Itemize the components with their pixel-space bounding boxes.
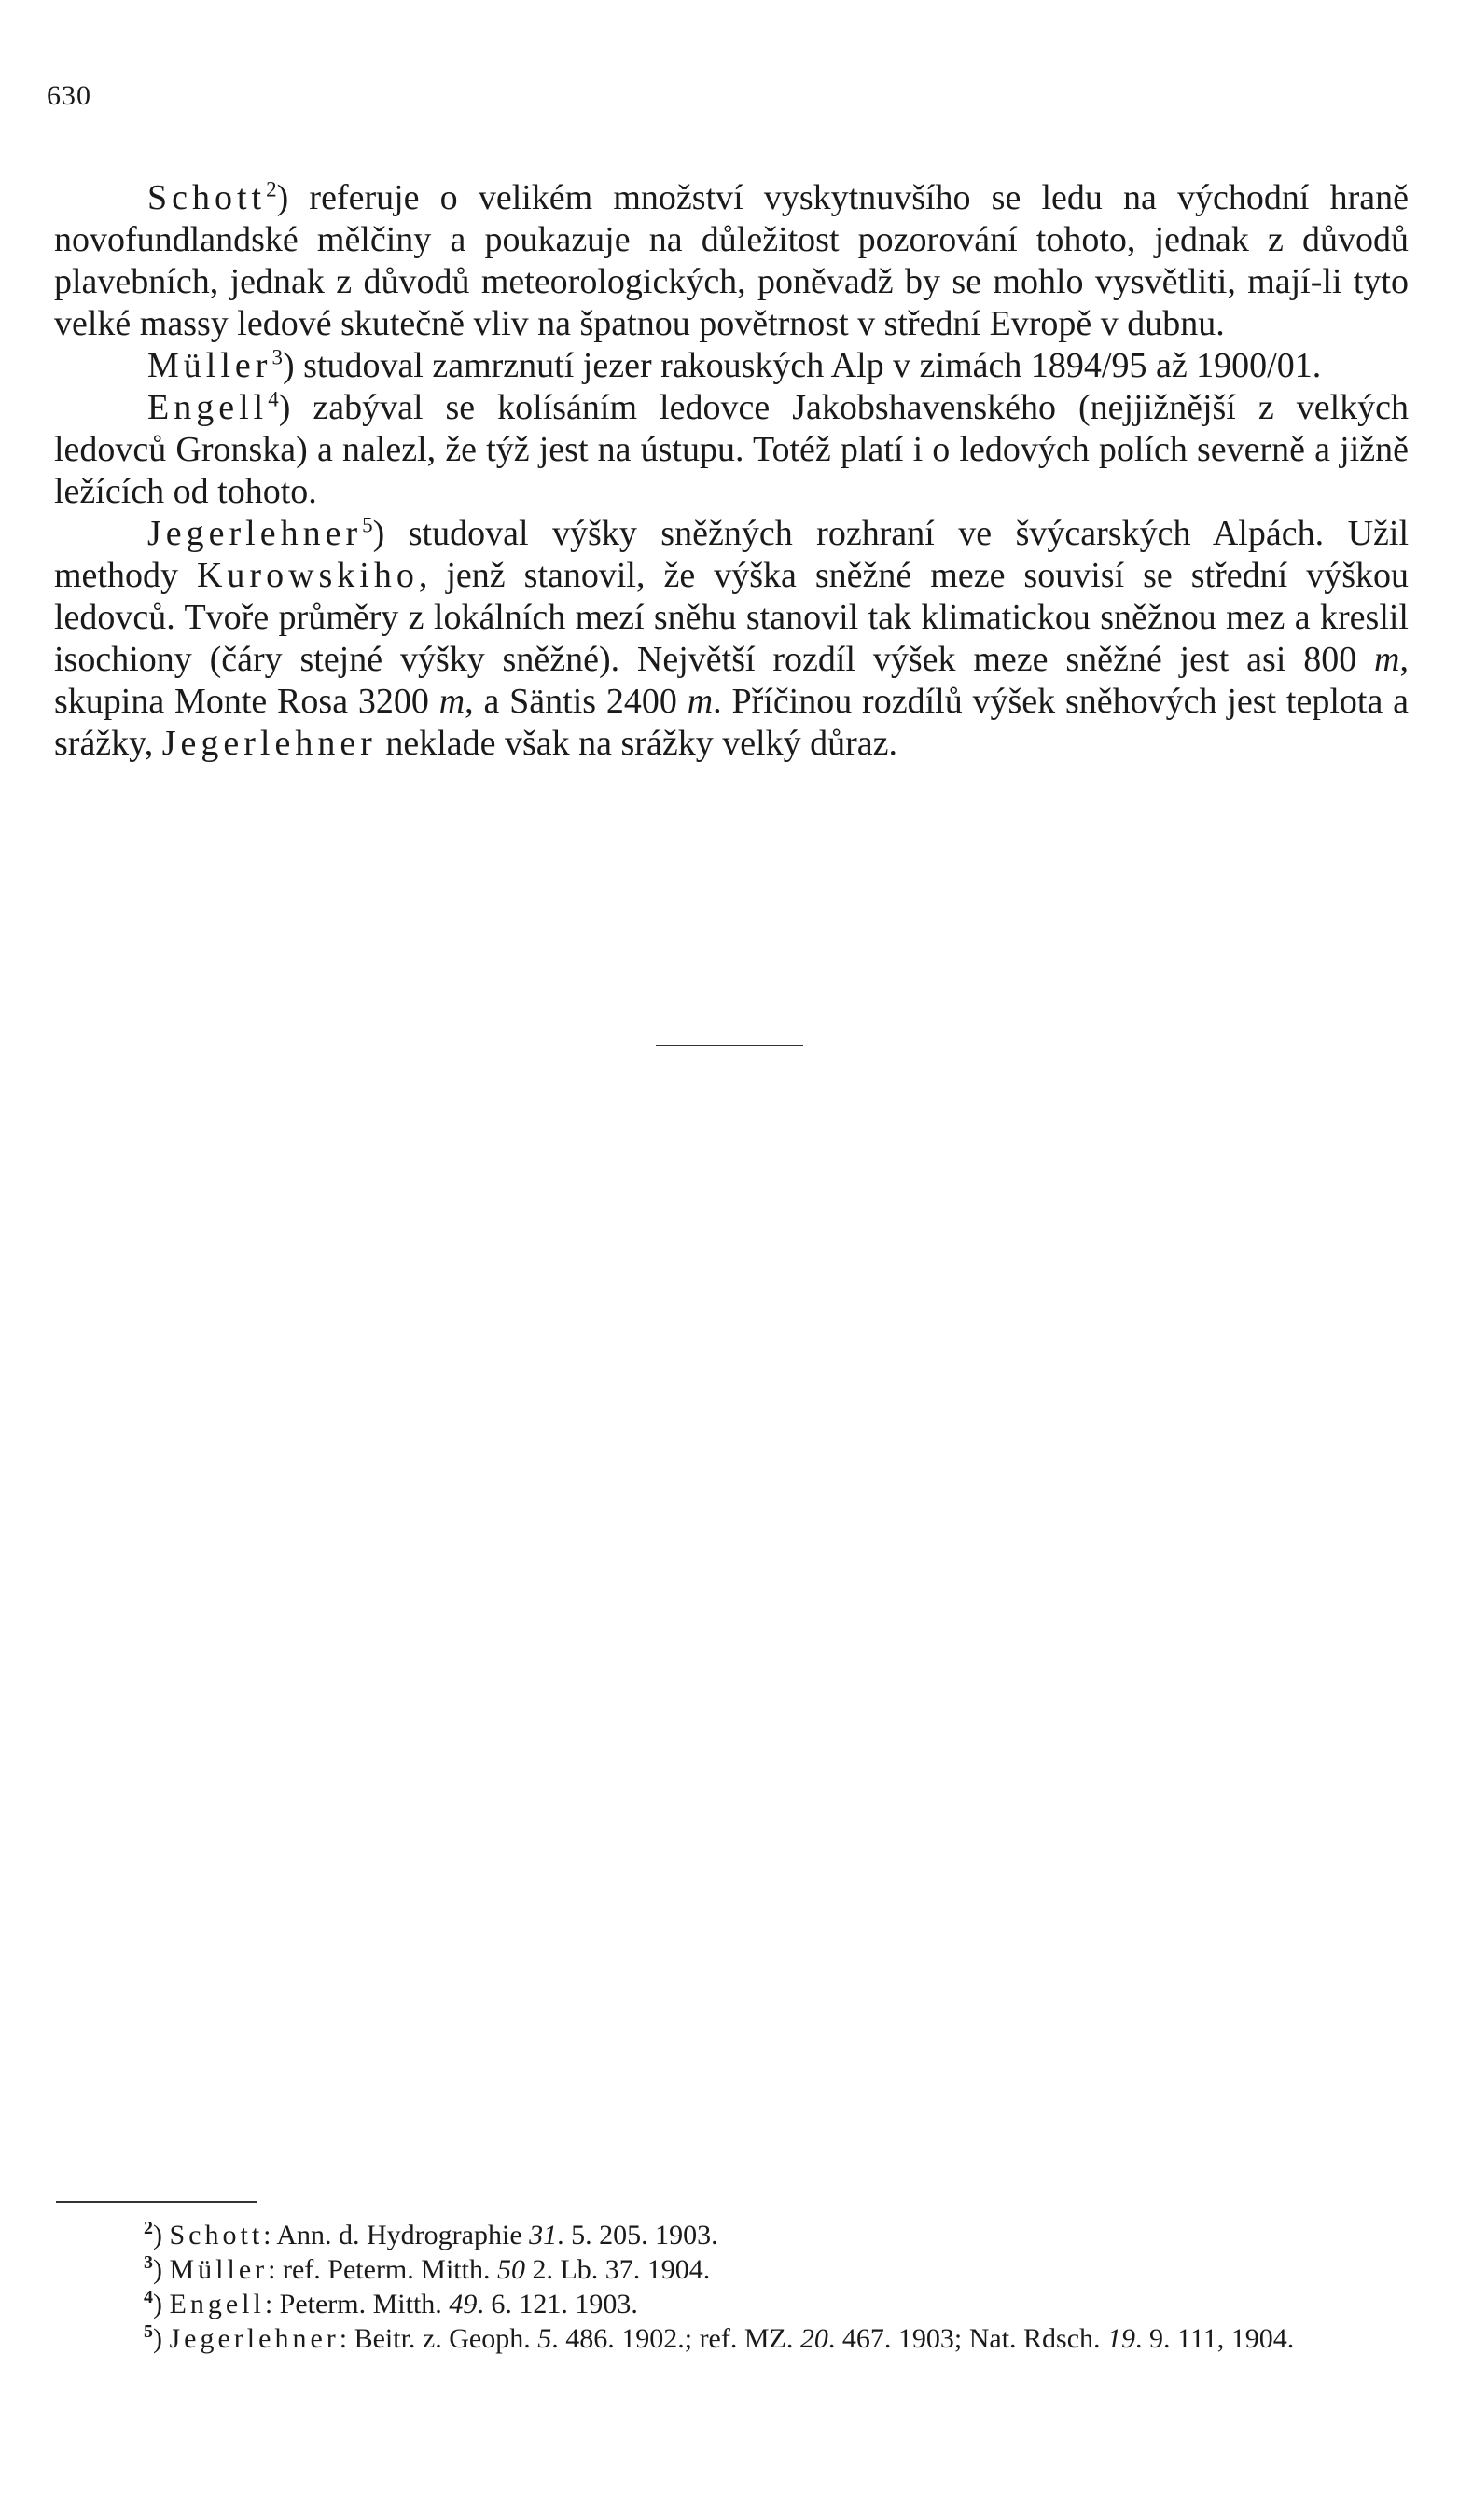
paragraph-text: ) referuje o velikém množství vyskytnuvšího se ledu na východní hraně novofundlandské mělčiny a poukazuje na důležitost pozorování tohoto, jednak z důvodů plavebních, jednak z důvodů meteorologických, poněvadž by se mohlo vysvětliti, mají-li tyto velké massy ledové skutečně vliv na špatnou povětrnost v střední Evropě v dubnu. — [54, 178, 1409, 343]
footnote-volume: 5 — [537, 2323, 552, 2354]
paragraph-text: , a Säntis 2400 — [465, 682, 688, 721]
footnote-text: . 467. 1903; Nat. Rdsch. — [827, 2323, 1108, 2354]
footnotes — [54, 2218, 1418, 2356]
paragraph-text: ) studoval zamrznutí jezer rakouských Alp v zimách 1894/95 až 1900/01. — [282, 346, 1322, 385]
footnote-text: . 5. 205. 1903. — [557, 2220, 718, 2250]
unit-meters: m — [438, 682, 465, 721]
paragraph-text: ) zabýval se kolísáním ledovce Jakobshavenského (nejjižnější z velkých ledovců Gronska) a nalezl, že týž jest na ústupu. Totéž platí i o ledových polích severně a jižně ležících od tohoto. — [54, 388, 1409, 511]
footnote-text: . 486. 1902.; ref. MZ. — [551, 2323, 800, 2354]
author-name: Jegerlehner — [161, 724, 377, 763]
page-number: 630 — [47, 80, 91, 111]
footnote-ref: 3 — [271, 345, 283, 369]
author-name-kurowski: Kurowskiho — [196, 556, 419, 595]
author-name: Engell — [147, 388, 269, 427]
footnote-volume: 31 — [529, 2220, 558, 2250]
footnote-volume: 19 — [1107, 2323, 1136, 2354]
paragraph-text: neklade však na srážky velký důraz. — [376, 724, 898, 763]
footnote-text: . 9. 111, 1904. — [1135, 2323, 1295, 2354]
footnote-text: : Peterm. Mitth. — [264, 2289, 450, 2319]
footnote-volume: 49 — [449, 2289, 478, 2319]
footnote-mark: 2 — [144, 2218, 153, 2238]
footnote-mark: 4 — [144, 2287, 153, 2307]
paragraph-engell — [54, 387, 1409, 513]
footnote-item: $^3$) Müller: ref. Peterm. Mitth. 50 2. Lb. 37. 1904. — [144, 2252, 711, 2285]
paragraph-jegerlehner — [54, 513, 1409, 765]
footnote-separator — [56, 2201, 257, 2203]
author-name: Müller — [147, 346, 272, 385]
footnote-author: Engell — [169, 2289, 265, 2319]
footnote-text: : ref. Peterm. Mitth. — [268, 2254, 497, 2285]
paragraph-text: , jenž stanovil, že výška sněžné meze souvisí se střední výškou ledovců. Tvoře průměry z lokálních mezí sněhu stanovil tak klimatickou sněžnou mez a kreslil isochiony (čáry stejné výšky sněžné). Největší rozdíl výšek meze sněžné jest asi 800 — [54, 556, 1409, 679]
author-name: Jegerlehner — [147, 514, 363, 553]
footnote-text: 2. Lb. 37. 1904. — [524, 2254, 711, 2285]
footnote-item: $^2$) Schott: Ann. d. Hydrographie 31. 5. 205. 1903. — [144, 2218, 718, 2250]
footnote-ref: 4 — [268, 387, 279, 411]
unit-meters: m — [1374, 640, 1400, 679]
section-end-rule — [656, 1045, 803, 1046]
footnote-volume: 20 — [799, 2323, 828, 2354]
author-name: Schott — [147, 178, 267, 217]
body-text — [54, 177, 1409, 765]
paragraph-muller — [54, 345, 1409, 387]
footnote-mark: 5 — [144, 2321, 153, 2342]
footnote-volume: 50 — [496, 2254, 525, 2285]
paragraph-schott — [54, 177, 1409, 345]
paragraph-text: . Příčinou rozdílů výšek sněhových jest teplota a srážky, — [54, 682, 1409, 763]
footnote-author: Jegerlehner — [169, 2323, 340, 2354]
footnote-ref: 2 — [266, 177, 277, 201]
unit-meters: m — [687, 682, 714, 721]
footnote-author: Müller — [169, 2254, 269, 2285]
paragraph-text: ) studoval výšky sněžných rozhraní ve švýcarských Alpách. Užil methody — [54, 514, 1409, 595]
footnote-ref: 5 — [362, 513, 373, 537]
footnote-text: : Beitr. z. Geoph. — [339, 2323, 538, 2354]
paragraph-text: , skupina Monte Rosa 3200 — [54, 640, 1409, 721]
footnote-text: : Ann. d. Hydrographie — [263, 2220, 530, 2250]
footnote-author: Schott — [169, 2220, 264, 2250]
footnote-mark: 3 — [144, 2252, 153, 2273]
footnote-item: $^4$) Engell: Peterm. Mitth. 49. 6. 121. 1903. — [144, 2287, 638, 2319]
footnote-item: $^5$) Jegerlehner: Beitr. z. Geoph. 5. 486. 1902.; ref. MZ. 20. 467. 1903; Nat. Rdsch. 19. 9. 111, 1904. — [144, 2321, 1295, 2354]
footnote-text: . 6. 121. 1903. — [477, 2289, 638, 2319]
